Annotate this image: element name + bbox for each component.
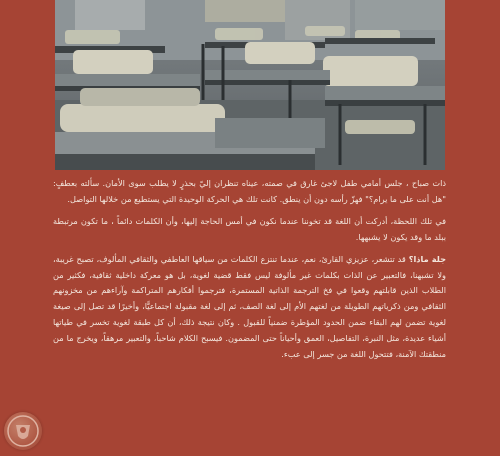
paragraph-2: في تلك اللحظة، أدركت أن اللغة قد تخوننا عندما نكون في أمس الحاجة إليها، وأن الكلمات دائماً ، ما تكون مرتبطة ببلد ما وقد يكون لا يشبهها. (53, 215, 446, 242)
paragraph-1: ذات صباح ، جلس أمامي طفل لاجئ غارق في صمته، عيناه تنظران إليّ بحذرٍ لا يطلب سوى الأمان. سألته بعطفٍ: "هل أنت على ما يرام؟" فهزّ رأسه دون أن ينطق. كانت تلك هي الحركة الوحيدة التي يستطيع من خلالها التواصل. (53, 178, 446, 204)
classroom-photo (55, 0, 445, 170)
article-body (53, 176, 446, 369)
paragraph-3 (53, 252, 446, 363)
brand-logo (4, 412, 42, 450)
paragraph-3-lead: جلة ماذا؟ (408, 253, 446, 264)
paragraph-3-body: قد تتشعر، عزيزي القارئ، نعم، عندما تنتزع الكلمات من سياقها العاطفي والثقافي المألوف، تصبح غريبة، ولا تشبهنا، فالتعبير عن الذات بكلمات غير مألوفة ليس فقط قضية لغوية، بل هو معركة داخلية ثقافية، فكثير من الطلاب الذين قابلتهم وقعوا في فخ الترجمة الذاتية المستمرة، فترجموا أفكارهم المتراكمة وآراءهم من مخزونهم الثقافي ومن ذكرياتهم الطويلة من لغتهم الأم إلى لغة الصف، ثم إلى لغة مقبولة اجتماعيًّا، وأخيرًا قد تصل إلى صيغة لغوية تضمن لهم البقاء ضمن الحدود المؤطرة ضمنياً للقبول . وكان نتيجة ذلك، أن كل طبقة لغوية تخسر في طياتها أشياء عديدة، مثل النبرة، التفاصيل، العمق وأحياناً حتى المضمون. فيسبح الكلام شاحباً، والتعبير مرهقاً، ويخرج ما من منطقتك الآمنة، فتتحول اللغة من جسر إلى عبء. (53, 253, 446, 360)
